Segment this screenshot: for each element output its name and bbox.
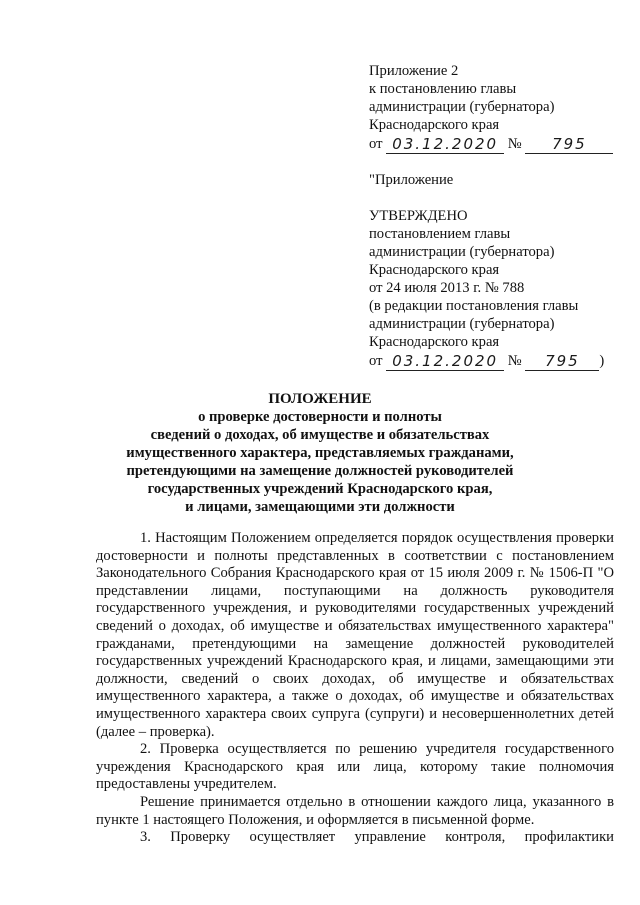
approval-number: 795 bbox=[525, 352, 599, 371]
title-line-1: о проверке достоверности и полноты bbox=[198, 409, 442, 425]
approval-approved: УТВЕРЖДЕНО bbox=[369, 208, 468, 224]
title-line-3: имущественного характера, представляемых гражданами, bbox=[126, 445, 514, 461]
appendix-line-2: к постановлению главы bbox=[369, 81, 517, 97]
title-line-5: государственных учреждений Краснодарского края, bbox=[147, 481, 493, 497]
appendix-date-line bbox=[369, 134, 619, 153]
approval-line-7: Краснодарского края bbox=[369, 334, 500, 350]
approval-closing: ) bbox=[599, 353, 605, 369]
title-line-2: сведений о доходах, об имуществе и обязательствах bbox=[150, 427, 490, 443]
title-line-6: и лицами, замещающими эти должности bbox=[185, 499, 455, 515]
appendix-date: 03.12.2020 bbox=[386, 135, 504, 154]
paragraph-2: 2. Проверка осуществляется по решению учредителя государственного учреждения Краснодарского края или лица, которому такие полномочия предоставлены учредителем. bbox=[96, 741, 614, 793]
title-line-4: претендующими на замещение должностей руководителей bbox=[126, 463, 514, 479]
approval-line-6: администрации (губернатора) bbox=[369, 316, 555, 332]
appendix-line-1: Приложение 2 bbox=[369, 63, 459, 79]
approval-line-4: от 24 июля 2013 г. № 788 bbox=[369, 280, 525, 296]
appendix-number-label: № bbox=[507, 136, 522, 152]
appendix-from-label: от bbox=[369, 136, 383, 152]
appendix-line-3: администрации (губернатора) bbox=[369, 99, 555, 115]
document-title bbox=[90, 390, 550, 516]
approval-line-2: администрации (губернатора) bbox=[369, 244, 555, 260]
approval-line-1: постановлением главы bbox=[369, 226, 511, 242]
paragraph-3: Решение принимается отдельно в отношении каждого лица, указанного в пункте 1 настоящего Положения, и оформляется в письменной форме. bbox=[96, 793, 614, 828]
paragraph-4: 3. Проверку осуществляет управление контроля, профилактики bbox=[140, 829, 614, 846]
approval-from-label: от bbox=[369, 353, 383, 369]
document-body bbox=[96, 530, 614, 847]
approval-quote-label: "Приложение bbox=[369, 172, 454, 188]
approval-line-3: Краснодарского края bbox=[369, 262, 500, 278]
paragraph-1: 1. Настоящим Положением определяется порядок осуществления проверки достоверности и полноты представленных в соответствии с постановлением Законодательного Собрания Краснодарского края от 15 июля 2009 г. № 1506-П "О представлении лицами, поступающими на должность руководителя государственного учреждения, и руководителями государственных учреждений сведений о доходах, об имуществе и обязательствах имущественного характера" гражданами, претендующими на замещение должностей руководителей государственных учреждений Краснодарского края, и лицами, замещающими эти должности, сведений о своих доходах, об имуществе и обязательствах имущественного характера, а также о доходах, об имуществе и обязательствах имущественного характера своих супруга (супруги) и несовершеннолетних детей (далее – проверка). bbox=[96, 530, 614, 740]
approval-line-5: (в редакции постановления главы bbox=[369, 298, 579, 314]
approval-number-label: № bbox=[507, 353, 522, 369]
appendix-header bbox=[369, 62, 619, 370]
appendix-line-4: Краснодарского края bbox=[369, 117, 500, 133]
appendix-number: 795 bbox=[525, 135, 613, 154]
approval-date-line bbox=[369, 351, 619, 370]
title-main: ПОЛОЖЕНИЕ bbox=[268, 391, 372, 407]
approval-date: 03.12.2020 bbox=[386, 352, 504, 371]
